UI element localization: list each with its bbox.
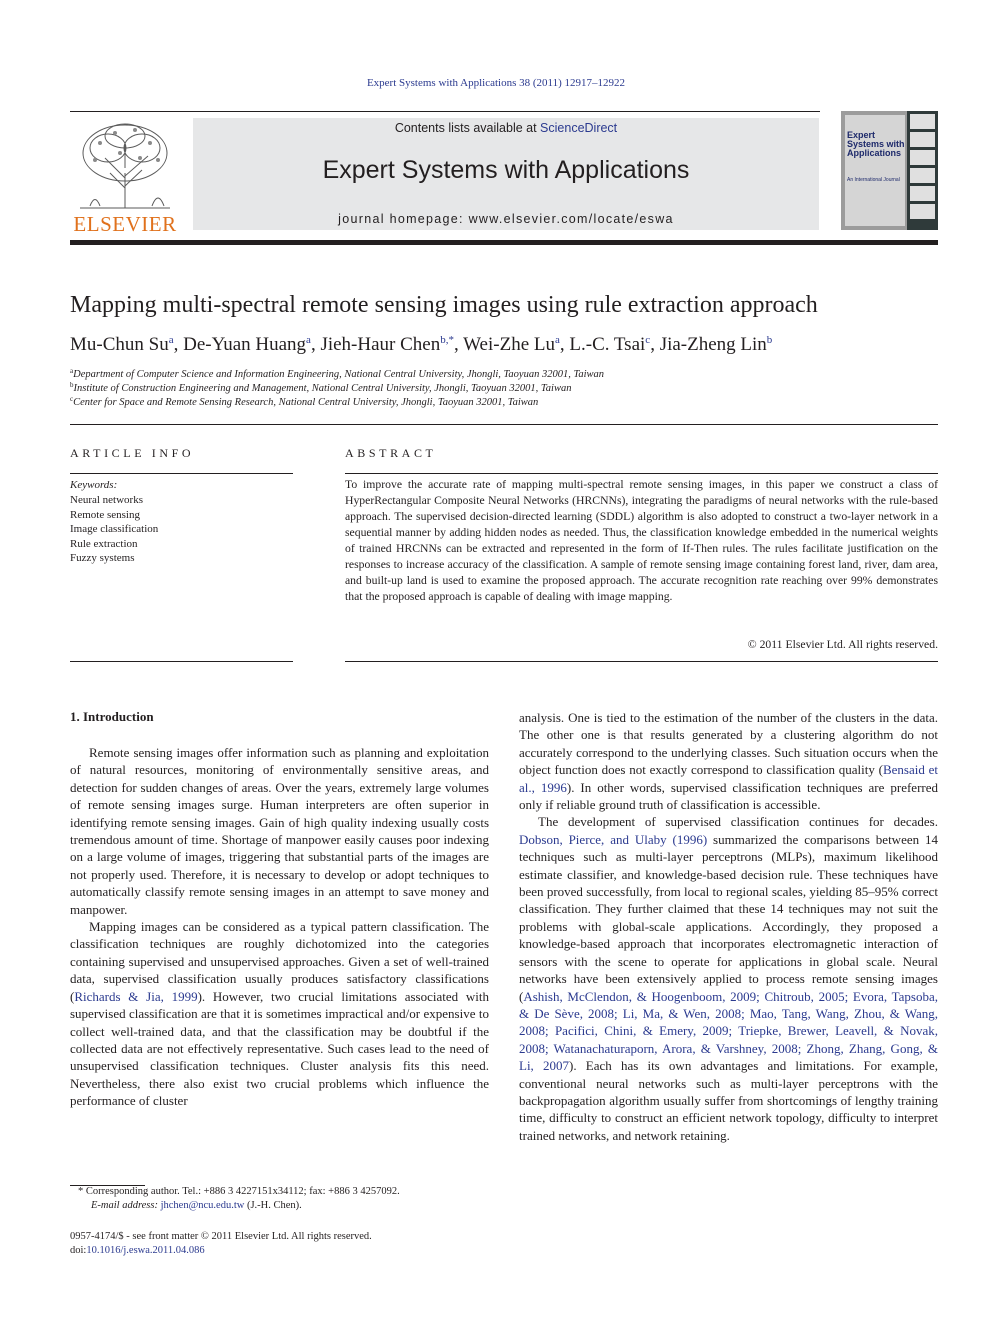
- author-affil-mark[interactable]: a: [168, 334, 174, 346]
- cover-cell-icon: [910, 114, 935, 129]
- keyword-item: Remote sensing: [70, 508, 140, 521]
- paragraph: [519, 709, 938, 813]
- paragraph-text: analysis. One is tied to the estimation of the number of the clusters in the data. The other one is that results generated by a clustering algorithm do not accurately correspond to the underlying classes. Such situation occurs when the object function does not exactly correspond to classification quality (: [519, 710, 938, 778]
- journal-citation[interactable]: Expert Systems with Applications 38 (2011) 12917–12922: [366, 77, 626, 89]
- cover-cell-icon: [910, 150, 935, 165]
- keyword-item: Fuzzy systems: [70, 552, 135, 564]
- affiliation-mark: a: [70, 367, 74, 375]
- cover-icon-strip: [907, 111, 938, 230]
- doi-link[interactable]: 10.1016/j.eswa.2011.04.086: [86, 1245, 205, 1256]
- affiliation: [70, 395, 538, 408]
- paper-title: Mapping multi-spectral remote sensing images using rule extraction approach: [70, 292, 818, 318]
- cover-cell-icon: [910, 186, 935, 201]
- affiliation-mark: b: [70, 381, 74, 389]
- paragraph-text: ). However, two crucial limitations associated with supervised classification are that it is sometimes impractical and/or expensive to collect well-trained data, and that the classification may be doubtful if the collected data are not effectively representative. Such cases lead to the need of unsupervised classification techniques. Cluster analysis fits this need. Nevertheless, there also exist two crucial problems which influence the performance of cluster: [70, 988, 490, 1109]
- author-name: Jia-Zheng Lin: [659, 334, 767, 355]
- abstract-rule: [345, 473, 938, 474]
- article-info-rule: [70, 473, 293, 474]
- cover-cell-icon: [910, 168, 935, 183]
- paragraph-text: The development of supervised classification continues for decades.: [538, 814, 938, 830]
- cover-cell-icon: [910, 132, 935, 147]
- abstract-bottom-rule: [345, 661, 938, 662]
- cover-title: Expert Systems with Applications: [847, 130, 905, 158]
- email-note: [91, 1200, 302, 1211]
- abstract-text: To improve the accurate rate of mapping multi-spectral remote sensing images, in this paper we construct a class of HyperRectangular Composite Neural Networks (HRCNNs), integrating the paradigms of neural networks with the rule-based approach. The supervised decision-directed learning (SDDL) algorithm is also adopted to construct a two-layer network in a sequential manner by adding hidden nodes as needed. Thus, the classification knowledge embedded in the numerical weights of trained HRCNNs can be extracted and represented in the form of If-Then rules. The rules facilitate justification on the responses to increase accuracy of the classification. A sample of remote sensing image containing forest land, river, dam area, and built-up land is used to examine the proposed approach. The accurate recognition rate reaching over 99% demonstrates that the proposed approach is capable of dealing with image mapping.: [345, 478, 938, 603]
- citation-link[interactable]: Dobson, Pierce, and Ulaby (1996): [519, 831, 708, 847]
- paragraph: Remote sensing images offer information such as planning and exploitation of natural resources, monitoring of environmentally sensitive areas, and detection for sudden changes of areas. Over the years, extremely large volumes of remote sensing images surge. Human interpreters are often superior in identifying remote sensing images. Gain of high quality indexing usually costs tremendous amount of time. Shortage of manpower easily causes poor indexing on a large volume of images, triggering that substantial parts of the images are not properly used. Therefore, it is necessary to develop or adopt techniques to automatically classify remote sensing images in an attempt to save money and manpower.: [70, 745, 489, 917]
- tree-icon: [70, 118, 180, 213]
- author-affil-mark[interactable]: c: [645, 334, 651, 346]
- keyword-list: [70, 493, 158, 566]
- paragraph-text: ). In other words, supervised classification techniques are preferred only if reliable ground truth of classification is accessible.: [519, 779, 939, 813]
- header-thick-rule: [70, 240, 938, 245]
- email-label: E-mail address:: [91, 1200, 161, 1211]
- right-column: [519, 709, 938, 1144]
- copyright-notice: © 2011 Elsevier Ltd. All rights reserved.: [747, 638, 938, 651]
- author-affil-mark[interactable]: a: [555, 334, 560, 346]
- doi-label: doi:: [70, 1245, 87, 1256]
- keyword-item: Neural networks: [70, 494, 144, 506]
- author-name: Jieh-Haur Chen: [320, 334, 441, 355]
- contents-prefix: Contents lists available at: [394, 121, 541, 135]
- author-name: L.-C. Tsai: [569, 334, 646, 355]
- corresponding-author-note: * Corresponding author. Tel.: +886 3 4227151x34112; fax: +886 3 4257092.: [78, 1186, 400, 1197]
- article-info-bottom-rule: [70, 661, 293, 662]
- elsevier-wordmark: ELSEVIER: [73, 212, 177, 236]
- author-name: Mu-Chun Su: [70, 334, 169, 355]
- affiliation: [70, 381, 571, 394]
- section-title: 1. Introduction: [70, 709, 154, 724]
- affiliation-text: Institute of Construction Engineering and Management, National Central University, Jhongli, Taoyuan 32001, Taiwan: [73, 383, 572, 394]
- abstract-heading: ABSTRACT: [345, 446, 437, 460]
- paragraph: [70, 918, 489, 1109]
- keyword-item: Image classification: [70, 523, 159, 535]
- affiliation-mark: c: [70, 395, 74, 403]
- affiliation-divider: [70, 424, 938, 425]
- journal-cover: [841, 111, 938, 230]
- journal-title: Expert Systems with Applications: [322, 156, 690, 184]
- affiliation-text: Center for Space and Remote Sensing Research, National Central University, Jhongli, Taoyuan 32001, Taiwan: [73, 397, 539, 408]
- paragraph-text: summarized the comparisons between 14 techniques such as multi-layer perceptrons (MLPs), maximum likelihood estimate classifier, and knowledge-based decision rule. These techniques have been proved successfully, from local to regional scales, yielding 85–95% correct classification. They further claimed that these 14 techniques may not suit the problems with global-scale applications. Accordingly, they proposed a knowledge-based approach that incorporates electromagnetic interaction of sensors with the scene to operate for applications in global scale. Neural networks have been extensively applied to process remote sensing images (: [519, 831, 938, 1004]
- citation-link[interactable]: Ashish, McClendon, & Hoogenboom, 2009; Chitroub, 2005; Evora, Tapsoba, & De Sève, 2008; Li, Ma, & Wen, 2008; Mao, Tang, Wang, Zhou, & Wang, 2008; Pacifici, Chini, & Emery, 2009; Triepke, Brewer, Leavell, & Novak, 2008; Watanachaturaporn, Arora, & Varshney, 2008; Zhong, Zhang, Gong, & Li, 2007: [519, 988, 938, 1074]
- author-name: De-Yuan Huang: [183, 334, 307, 355]
- author-affil-mark[interactable]: a: [306, 334, 311, 346]
- paragraph-text: ). Each has its own advantages and limitations. For example, conventional neural networks such as multi-layer perceptrons with the backpropagation algorithm usually suffer from shortcomings of lengthy training time, difficulty to construct an efficient network topology, difficulty to interpret trained networks, and network retaining.: [519, 1058, 938, 1143]
- email-link[interactable]: jhchen@ncu.edu.tw: [160, 1200, 245, 1211]
- sciencedirect-link[interactable]: ScienceDirect: [540, 121, 618, 135]
- keyword-item: Rule extraction: [70, 537, 138, 550]
- author-affil-mark[interactable]: b: [766, 334, 773, 346]
- cover-subtitle: An International Journal: [847, 177, 900, 183]
- left-column: [70, 744, 489, 1110]
- issn-line: 0957-4174/$ - see front matter © 2011 Elsevier Ltd. All rights reserved.: [70, 1231, 372, 1242]
- header-rule: [70, 111, 820, 112]
- journal-homepage[interactable]: journal homepage: www.elsevier.com/locate/eswa: [338, 212, 674, 226]
- keywords-label: Keywords:: [70, 479, 118, 491]
- cover-panel: [845, 115, 905, 226]
- affiliation: [70, 367, 604, 380]
- paragraph: [519, 813, 938, 1144]
- article-info-heading: ARTICLE INFO: [70, 446, 195, 460]
- cover-cell-icon: [910, 204, 935, 219]
- paragraph-text: Mapping images can be considered as a typical pattern classification. The classification techniques are roughly dichotomized into the categories containing supervised and unsupervised approaches. Given a set of well-trained data, supervised classification usually produces satisfactory classifications (: [70, 919, 489, 1004]
- citation-link[interactable]: Bensaid et al., 1996: [519, 762, 939, 795]
- author-list: Mu-Chun Su$^a$, De-Yuan Huang$^a$, Jieh-Haur Chen$^{b,*}$, Wei-Zhe Lu$^a$, L.-C. Tsai$^c$, Jia-Zheng Lin$^b$: [70, 334, 773, 355]
- author-name: Wei-Zhe Lu: [463, 334, 555, 355]
- doi-line: [70, 1245, 205, 1256]
- contents-line: [193, 121, 819, 135]
- email-suffix: (J.-H. Chen).: [244, 1200, 302, 1211]
- affiliation-text: Department of Computer Science and Information Engineering, National Central University, Jhongli, Taoyuan 32001, Taiwan: [73, 369, 605, 380]
- author-affil-mark[interactable]: b,*: [440, 334, 454, 346]
- citation-link[interactable]: Richards & Jia, 1999: [74, 988, 198, 1004]
